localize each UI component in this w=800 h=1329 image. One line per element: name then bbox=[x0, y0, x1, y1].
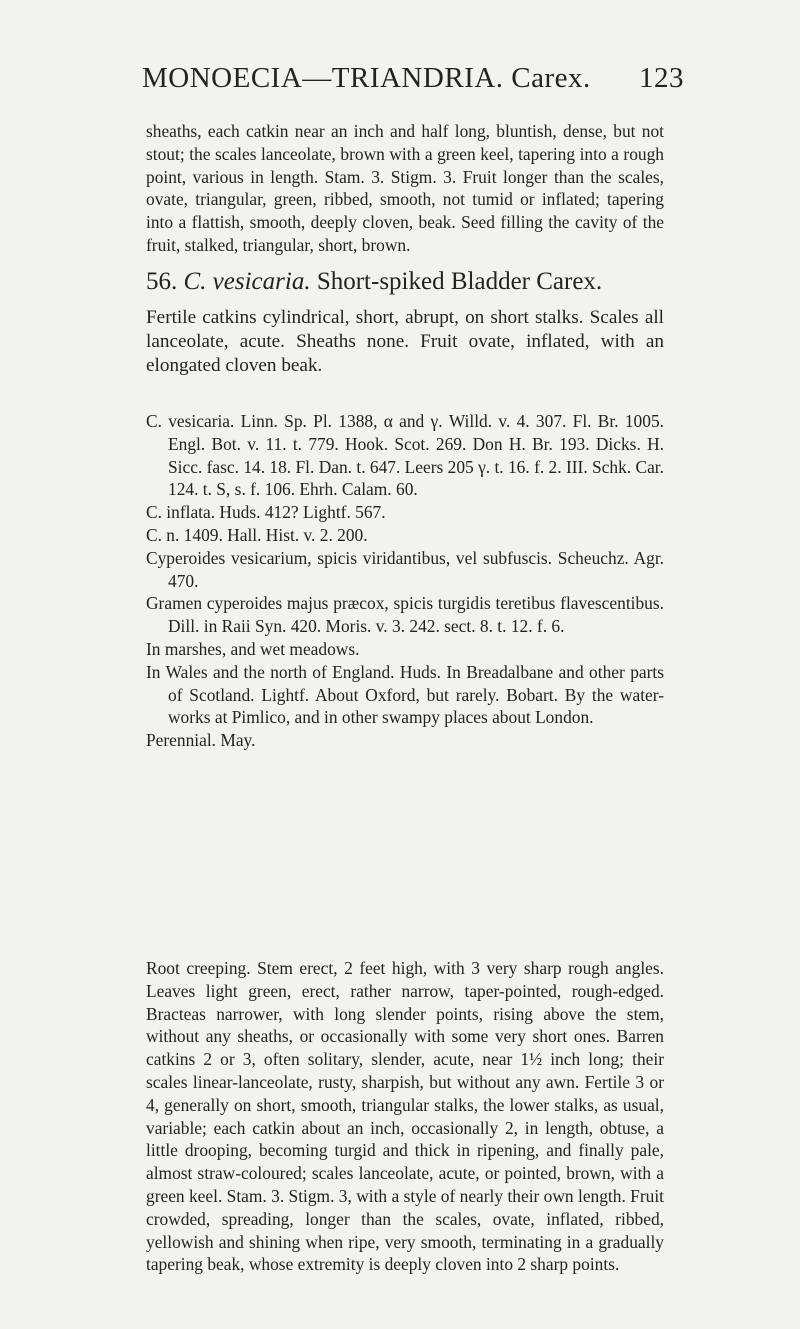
locality-entry: In Wales and the north of England. Huds. In Breadalbane and other parts of Scotland. Lightf. About Oxford, but rarely. Bobart. By the water-works at Pimlico, and in other swampy places about London. bbox=[146, 661, 664, 728]
species-common-name: Short-spiked Bladder Carex. bbox=[316, 268, 603, 295]
species-heading bbox=[146, 268, 666, 296]
reference-entry: C. inflata. Huds. 412? Lightf. 567. bbox=[146, 502, 386, 523]
species-name: C. vesicaria. bbox=[183, 268, 311, 295]
species-description: Root creeping. Stem erect, 2 feet high, with 3 very sharp rough angles. Leaves light green, erect, rather narrow, taper-pointed, rough-edged. Bracteas narrower, with long slender points, rising above the stem, without any sheaths, or occasionally with some very short ones. Barren catkins 2 or 3, often solitary, slender, acute, near 1½ inch long; their scales linear-lanceolate, rusty, sharpish, but without any awn. Fertile 3 or 4, generally on short, smooth, triangular stalks, the lower stalks, as usual, variable; each catkin about an inch, occasionally 2, in length, obtuse, a little drooping, becoming turgid and thick in ripening, and finally pale, almost straw-coloured; scales lanceolate, acute, or pointed, brown, with a green keel. Stam. 3. Stigm. 3, with a style of nearly their own length. Fruit crowded, spreading, longer than the scales, ovate, inflated, ribbed, yellowish and shining when ripe, very smooth, terminating in a gradually tapering beak, whose extremity is deeply cloven into 2 sharp points. bbox=[146, 958, 664, 1275]
reference-entry: Gramen cyperoides majus præcox, spicis turgidis teretibus flavescentibus. Dill. in Raii Syn. 420. Moris. v. 3. 242. sect. 8. t. 12. f. 6. bbox=[146, 593, 664, 637]
reference-entry: Cyperoides vesicarium, spicis viridantibus, vel subfuscis. Scheuchz. Agr. 470. bbox=[146, 547, 664, 591]
intro-paragraph: sheaths, each catkin near an inch and half long, bluntish, dense, but not stout; the scales lanceolate, brown with a green keel, tapering into a rough point, various in length. Stam. 3. Stigm. 3. Fruit longer than the scales, ovate, triangular, green, ribbed, smooth, not tumid or inflated; tapering into a flattish, smooth, deeply cloven, beak. Seed filling the cavity of the fruit, stalked, triangular, short, brown. bbox=[146, 121, 664, 255]
reference-entry: C. n. 1409. Hall. Hist. v. 2. 200. bbox=[146, 524, 368, 545]
reference-list bbox=[146, 410, 664, 752]
page-number: 123 bbox=[639, 62, 684, 94]
species-diagnosis: Fertile catkins cylindrical, short, abrupt, on short stalks. Scales all lanceolate, acute. Sheaths none. Fruit ovate, inflated, with an elongated cloven beak. bbox=[146, 307, 664, 376]
reference-entry: C. vesicaria. Linn. Sp. Pl. 1388, α and γ. Willd. v. 4. 307. Fl. Br. 1005. Engl. Bot. v. 11. t. 779. Hook. Scot. 269. Don H. Br. 193. Dicks. H. Sicc. fasc. 14. 18. Fl. Dan. t. 647. Leers 205 γ. t. 16. f. 2. III. Schk. Car. 124. t. S, s. f. 106. Ehrh. Calam. 60. bbox=[146, 411, 664, 500]
duration-entry: Perennial. May. bbox=[146, 730, 256, 751]
habitat-entry: In marshes, and wet meadows. bbox=[146, 638, 360, 659]
species-number: 56. bbox=[146, 268, 178, 295]
running-head-title: MONOECIA—TRIANDRIA. Carex. bbox=[142, 62, 591, 94]
